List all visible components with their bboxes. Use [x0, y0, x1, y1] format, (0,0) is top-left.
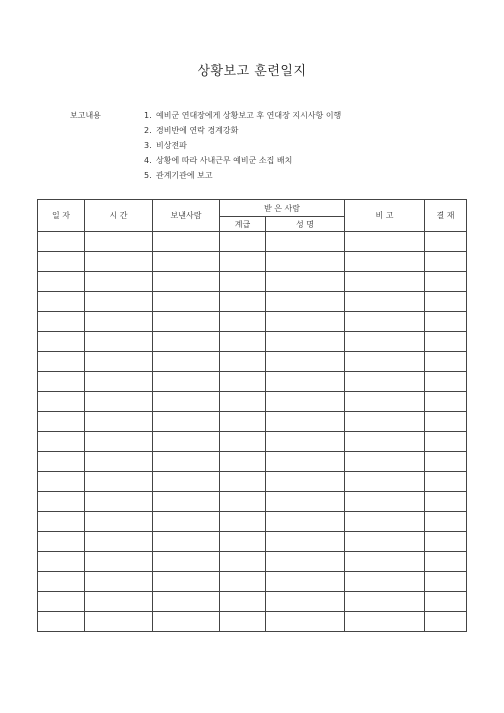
- cell-rank: [220, 372, 266, 392]
- cell-sender: [153, 232, 220, 252]
- header-approval: 결 재: [425, 200, 467, 232]
- cell-date: [38, 232, 85, 252]
- cell-name: [266, 272, 345, 292]
- cell-name: [266, 532, 345, 552]
- report-item: [144, 153, 341, 168]
- cell-rank: [220, 272, 266, 292]
- table-row: [38, 352, 467, 372]
- cell-approval: [425, 292, 467, 312]
- cell-sender: [153, 292, 220, 312]
- report-item: [144, 108, 341, 123]
- table-row: [38, 332, 467, 352]
- cell-sender: [153, 432, 220, 452]
- cell-date: [38, 392, 85, 412]
- cell-name: [266, 412, 345, 432]
- cell-time: [85, 392, 153, 412]
- cell-approval: [425, 432, 467, 452]
- cell-date: [38, 532, 85, 552]
- report-item-text: 비상전파: [156, 141, 187, 150]
- cell-sender: [153, 592, 220, 612]
- cell-approval: [425, 412, 467, 432]
- report-item-text: 예비군 연대장에게 상황보고 후 연대장 지시사항 이행: [156, 111, 342, 120]
- cell-name: [266, 332, 345, 352]
- header-time: 시 간: [85, 200, 153, 232]
- cell-name: [266, 572, 345, 592]
- cell-date: [38, 452, 85, 472]
- cell-time: [85, 452, 153, 472]
- cell-approval: [425, 572, 467, 592]
- cell-approval: [425, 392, 467, 412]
- report-item-number: 5.: [144, 171, 152, 180]
- cell-name: [266, 292, 345, 312]
- cell-remarks: [345, 472, 425, 492]
- cell-time: [85, 532, 153, 552]
- cell-date: [38, 272, 85, 292]
- table-body: [38, 232, 467, 632]
- report-item-number: 4.: [144, 156, 152, 165]
- report-item-text: 상황에 따라 사내근무 예비군 소집 배치: [156, 156, 293, 165]
- table-row: [38, 372, 467, 392]
- cell-remarks: [345, 392, 425, 412]
- cell-date: [38, 572, 85, 592]
- cell-name: [266, 612, 345, 632]
- table-row: [38, 492, 467, 512]
- cell-remarks: [345, 232, 425, 252]
- cell-approval: [425, 472, 467, 492]
- cell-name: [266, 432, 345, 452]
- cell-remarks: [345, 292, 425, 312]
- table-row: [38, 452, 467, 472]
- cell-date: [38, 492, 85, 512]
- cell-remarks: [345, 512, 425, 532]
- cell-remarks: [345, 532, 425, 552]
- cell-sender: [153, 552, 220, 572]
- cell-time: [85, 252, 153, 272]
- header-remarks: 비 고: [345, 200, 425, 232]
- cell-sender: [153, 612, 220, 632]
- cell-approval: [425, 372, 467, 392]
- cell-time: [85, 372, 153, 392]
- cell-rank: [220, 492, 266, 512]
- cell-time: [85, 552, 153, 572]
- table-row: [38, 412, 467, 432]
- cell-name: [266, 232, 345, 252]
- cell-time: [85, 432, 153, 452]
- cell-approval: [425, 332, 467, 352]
- cell-date: [38, 612, 85, 632]
- table-row: [38, 312, 467, 332]
- cell-time: [85, 312, 153, 332]
- cell-remarks: [345, 452, 425, 472]
- cell-date: [38, 592, 85, 612]
- header-date: 일 자: [38, 200, 85, 232]
- report-item-text: 경비반에 연락 경계강화: [156, 126, 239, 135]
- table-row: [38, 612, 467, 632]
- table-row: [38, 472, 467, 492]
- cell-date: [38, 472, 85, 492]
- report-item-number: 2.: [144, 126, 152, 135]
- cell-remarks: [345, 312, 425, 332]
- cell-sender: [153, 492, 220, 512]
- cell-name: [266, 392, 345, 412]
- training-log-table: [37, 199, 467, 632]
- cell-date: [38, 432, 85, 452]
- cell-name: [266, 492, 345, 512]
- cell-rank: [220, 612, 266, 632]
- cell-rank: [220, 572, 266, 592]
- cell-rank: [220, 452, 266, 472]
- cell-rank: [220, 412, 266, 432]
- report-item-number: 3.: [144, 141, 152, 150]
- cell-remarks: [345, 592, 425, 612]
- cell-rank: [220, 312, 266, 332]
- cell-rank: [220, 292, 266, 312]
- cell-name: [266, 472, 345, 492]
- table-row: [38, 432, 467, 452]
- cell-time: [85, 612, 153, 632]
- cell-approval: [425, 612, 467, 632]
- cell-rank: [220, 592, 266, 612]
- cell-name: [266, 592, 345, 612]
- cell-time: [85, 492, 153, 512]
- cell-rank: [220, 352, 266, 372]
- cell-sender: [153, 412, 220, 432]
- cell-date: [38, 352, 85, 372]
- cell-sender: [153, 472, 220, 492]
- cell-time: [85, 232, 153, 252]
- cell-rank: [220, 392, 266, 412]
- cell-rank: [220, 332, 266, 352]
- cell-name: [266, 312, 345, 332]
- table-row: [38, 592, 467, 612]
- cell-approval: [425, 532, 467, 552]
- cell-date: [38, 512, 85, 532]
- cell-sender: [153, 532, 220, 552]
- cell-remarks: [345, 432, 425, 452]
- cell-rank: [220, 472, 266, 492]
- table-row: [38, 512, 467, 532]
- cell-remarks: [345, 412, 425, 432]
- cell-remarks: [345, 612, 425, 632]
- report-content-label: 보고내용: [70, 111, 101, 120]
- cell-sender: [153, 312, 220, 332]
- cell-name: [266, 252, 345, 272]
- report-item-number: 1.: [144, 111, 152, 120]
- cell-date: [38, 312, 85, 332]
- cell-approval: [425, 352, 467, 372]
- cell-rank: [220, 232, 266, 252]
- cell-sender: [153, 272, 220, 292]
- cell-sender: [153, 252, 220, 272]
- cell-time: [85, 512, 153, 532]
- cell-remarks: [345, 572, 425, 592]
- cell-time: [85, 272, 153, 292]
- cell-remarks: [345, 332, 425, 352]
- cell-approval: [425, 252, 467, 272]
- cell-rank: [220, 252, 266, 272]
- cell-time: [85, 572, 153, 592]
- cell-date: [38, 412, 85, 432]
- cell-date: [38, 372, 85, 392]
- cell-name: [266, 552, 345, 572]
- cell-time: [85, 292, 153, 312]
- cell-remarks: [345, 352, 425, 372]
- report-item: [144, 168, 341, 183]
- cell-date: [38, 332, 85, 352]
- cell-remarks: [345, 372, 425, 392]
- header-rank: 계급: [220, 217, 266, 232]
- table-row: [38, 272, 467, 292]
- header-receiver: 받 은 사람: [220, 200, 345, 217]
- cell-approval: [425, 592, 467, 612]
- cell-sender: [153, 372, 220, 392]
- table-row: [38, 392, 467, 412]
- cell-sender: [153, 512, 220, 532]
- cell-sender: [153, 452, 220, 472]
- cell-approval: [425, 312, 467, 332]
- report-item: [144, 138, 341, 153]
- cell-time: [85, 472, 153, 492]
- table-row: [38, 292, 467, 312]
- table-row: [38, 232, 467, 252]
- cell-time: [85, 332, 153, 352]
- cell-name: [266, 352, 345, 372]
- cell-time: [85, 412, 153, 432]
- report-content-list: [144, 108, 341, 183]
- cell-date: [38, 292, 85, 312]
- cell-approval: [425, 232, 467, 252]
- cell-approval: [425, 552, 467, 572]
- cell-time: [85, 592, 153, 612]
- header-name: 성 명: [266, 217, 345, 232]
- table-row: [38, 252, 467, 272]
- cell-name: [266, 372, 345, 392]
- table-row: [38, 532, 467, 552]
- cell-rank: [220, 512, 266, 532]
- cell-approval: [425, 272, 467, 292]
- cell-approval: [425, 492, 467, 512]
- cell-sender: [153, 392, 220, 412]
- cell-approval: [425, 512, 467, 532]
- table-row: [38, 572, 467, 592]
- cell-rank: [220, 552, 266, 572]
- cell-date: [38, 552, 85, 572]
- cell-name: [266, 452, 345, 472]
- cell-approval: [425, 452, 467, 472]
- table-row: [38, 552, 467, 572]
- cell-rank: [220, 432, 266, 452]
- page-title: 상황보고 훈련일지: [197, 64, 307, 79]
- cell-sender: [153, 572, 220, 592]
- cell-remarks: [345, 552, 425, 572]
- cell-name: [266, 512, 345, 532]
- cell-time: [85, 352, 153, 372]
- cell-sender: [153, 352, 220, 372]
- cell-remarks: [345, 492, 425, 512]
- cell-remarks: [345, 252, 425, 272]
- cell-rank: [220, 532, 266, 552]
- cell-remarks: [345, 272, 425, 292]
- report-item: [144, 123, 341, 138]
- report-item-text: 관계기관에 보고: [156, 171, 213, 180]
- header-sender: 보낸사람: [153, 200, 220, 232]
- cell-date: [38, 252, 85, 272]
- cell-sender: [153, 332, 220, 352]
